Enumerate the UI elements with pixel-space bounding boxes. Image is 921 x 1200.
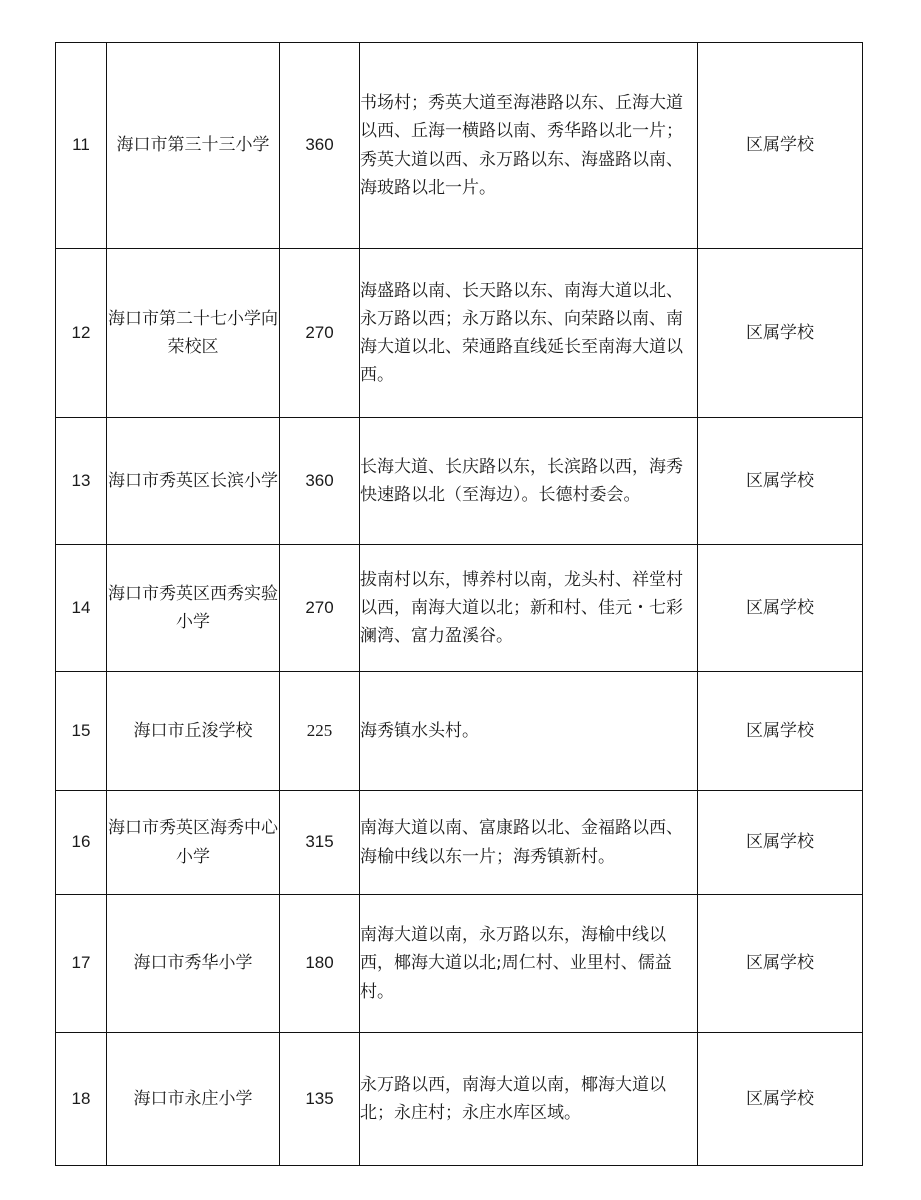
school-name: 海口市丘浚学校 [107,672,280,791]
row-number: 13 [56,418,107,545]
school-name: 海口市永庄小学 [107,1033,280,1166]
zone-area: 书场村；秀英大道至海港路以东、丘海大道以西、丘海一横路以南、秀华路以北一片；秀英大道以西、永万路以东、海盛路以南、海玻路以北一片。 [360,43,698,249]
table-row [56,249,863,418]
zone-area: 南海大道以南、富康路以北、金福路以西、海榆中线以东一片；海秀镇新村。 [360,791,698,895]
row-number: 11 [56,43,107,249]
enrollment-count: 315 [280,791,360,895]
zone-area: 海秀镇水头村。 [360,672,698,791]
enrollment-count: 135 [280,1033,360,1166]
enrollment-count: 180 [280,895,360,1033]
table-row [56,791,863,895]
enrollment-count: 225 [280,672,360,791]
row-number: 17 [56,895,107,1033]
school-type: 区属学校 [698,249,863,418]
school-type: 区属学校 [698,545,863,672]
row-number: 16 [56,791,107,895]
school-type: 区属学校 [698,1033,863,1166]
school-type: 区属学校 [698,672,863,791]
table-row [56,672,863,791]
enrollment-count: 360 [280,43,360,249]
school-type: 区属学校 [698,791,863,895]
school-type: 区属学校 [698,418,863,545]
zone-area: 长海大道、长庆路以东，长滨路以西，海秀快速路以北（至海边）。长德村委会。 [360,418,698,545]
school-name: 海口市秀华小学 [107,895,280,1033]
table-row [56,1033,863,1166]
table-row [56,895,863,1033]
row-number: 12 [56,249,107,418]
zone-area: 南海大道以南，永万路以东，海榆中线以西，椰海大道以北;周仁村、业里村、儒益村。 [360,895,698,1033]
table-row [56,418,863,545]
school-type: 区属学校 [698,895,863,1033]
school-name: 海口市秀英区长滨小学 [107,418,280,545]
enrollment-count: 270 [280,545,360,672]
zone-area: 永万路以西，南海大道以南，椰海大道以北；永庄村；永庄水库区域。 [360,1033,698,1166]
row-number: 18 [56,1033,107,1166]
table-row [56,43,863,249]
school-name: 海口市秀英区西秀实验小学 [107,545,280,672]
school-name: 海口市第三十三小学 [107,43,280,249]
school-zoning-table [55,42,863,1166]
zone-area: 海盛路以南、长天路以东、南海大道以北、永万路以西；永万路以东、向荣路以南、南海大道以北、荣通路直线延长至南海大道以西。 [360,249,698,418]
zone-area: 拔南村以东，博养村以南，龙头村、祥堂村以西，南海大道以北；新和村、佳元・七彩澜湾、富力盈溪谷。 [360,545,698,672]
enrollment-count: 360 [280,418,360,545]
table-row [56,545,863,672]
row-number: 14 [56,545,107,672]
school-name: 海口市秀英区海秀中心小学 [107,791,280,895]
school-type: 区属学校 [698,43,863,249]
enrollment-count: 270 [280,249,360,418]
row-number: 15 [56,672,107,791]
school-name: 海口市第二十七小学向荣校区 [107,249,280,418]
